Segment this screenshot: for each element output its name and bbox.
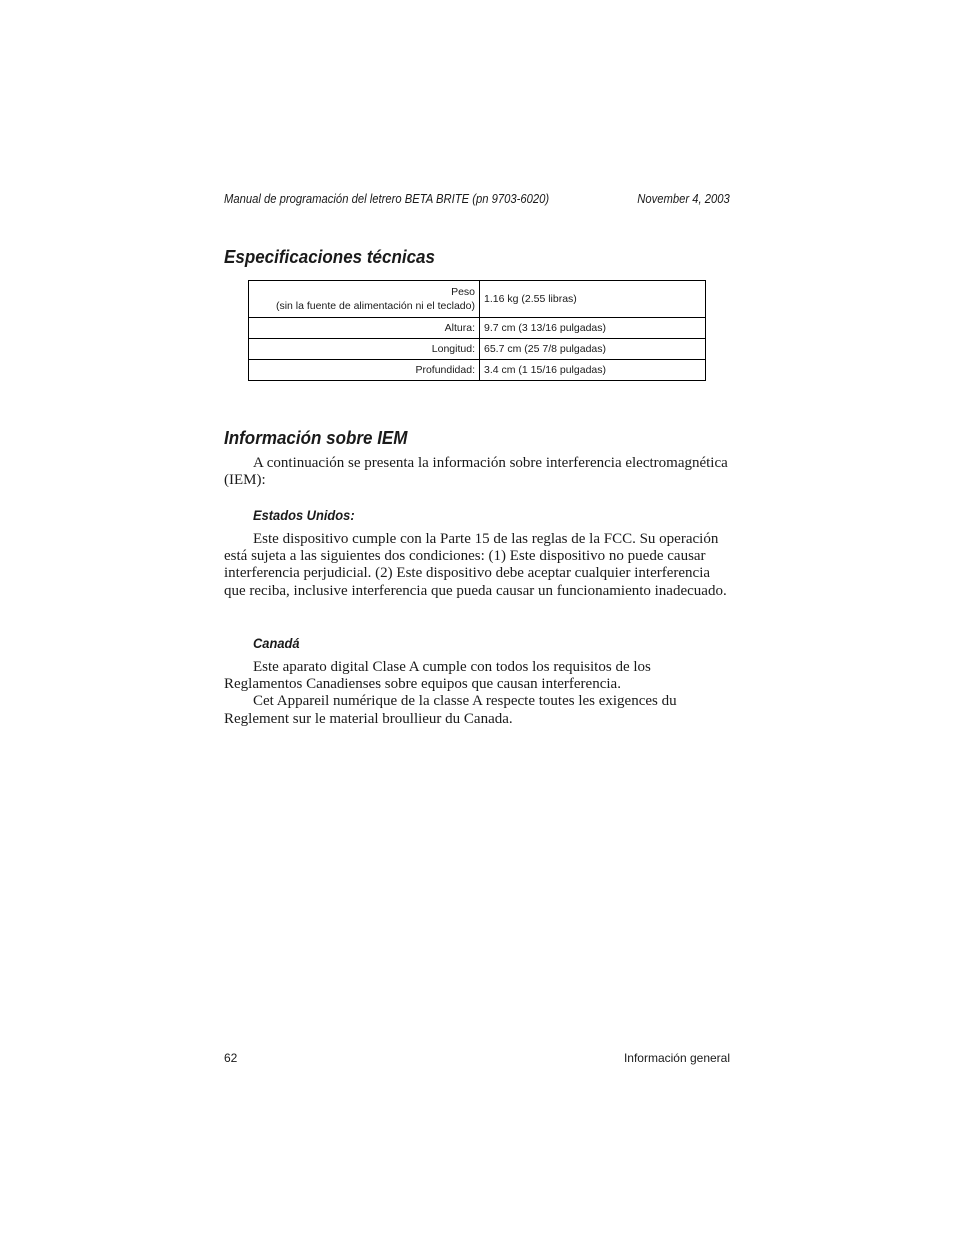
canada-text-fr-block xyxy=(224,693,730,727)
spec-value-weight: 1.16 kg (2.55 libras) xyxy=(480,281,706,318)
spec-label-weight xyxy=(249,281,480,318)
canada-paragraph xyxy=(224,659,730,728)
spec-value-length: 65.7 cm (25 7/8 pulgadas) xyxy=(480,339,706,360)
page-number: 62 xyxy=(224,1051,238,1065)
canada-text-es: Este aparato digital Clase A cumple con todos los requisitos de los Reglamentos Canadienses sobre equipos que causan interferencia. xyxy=(224,659,651,693)
emi-intro-text: A continuación se presenta la información sobre interferencia electromagnética (IEM): xyxy=(224,455,728,489)
us-text: Este dispositivo cumple con la Parte 15 de las reglas de la FCC. Su operación está sujeta a las siguientes dos condiciones: (1) Este dispositivo no puede causar interferencia perjudicial. (2) Este dispositivo debe aceptar cualquier interferencia que reciba, inclusive interferencia que pueda causar un funcionamiento inadecuado. xyxy=(224,531,727,599)
spec-label-depth: Profundidad: xyxy=(249,360,480,381)
spec-label-length: Longitud: xyxy=(249,339,480,360)
weight-label: Peso xyxy=(451,286,475,298)
document-date: November 4, 2003 xyxy=(637,192,730,206)
emi-heading: Información sobre IEM xyxy=(224,427,408,448)
table-row xyxy=(249,281,706,318)
emi-intro-paragraph xyxy=(224,455,730,489)
specs-heading: Especificaciones técnicas xyxy=(224,246,435,267)
weight-sublabel: (sin la fuente de alimentación ni el teclado) xyxy=(275,300,475,312)
table-row xyxy=(249,339,706,360)
running-header xyxy=(224,192,730,210)
table-row xyxy=(249,360,706,381)
specs-table xyxy=(248,280,706,381)
us-heading: Estados Unidos: xyxy=(253,507,355,523)
footer-section: Información general xyxy=(623,1051,730,1065)
canada-text-es-block xyxy=(224,659,730,693)
spec-value-height: 9.7 cm (3 13/16 pulgadas) xyxy=(480,318,706,339)
canada-heading: Canadá xyxy=(253,635,300,651)
canada-text-fr: Cet Appareil numérique de la classe A respecte toutes les exigences du Reglement sur le material broullieur du Canada. xyxy=(224,693,677,727)
table-row xyxy=(249,318,706,339)
document-title: Manual de programación del letrero BETA BRITE (pn 9703-6020) xyxy=(224,192,550,206)
spec-label-height: Altura: xyxy=(249,318,480,339)
us-paragraph xyxy=(224,531,730,600)
spec-value-depth: 3.4 cm (1 15/16 pulgadas) xyxy=(480,360,706,381)
running-footer xyxy=(224,1051,730,1067)
